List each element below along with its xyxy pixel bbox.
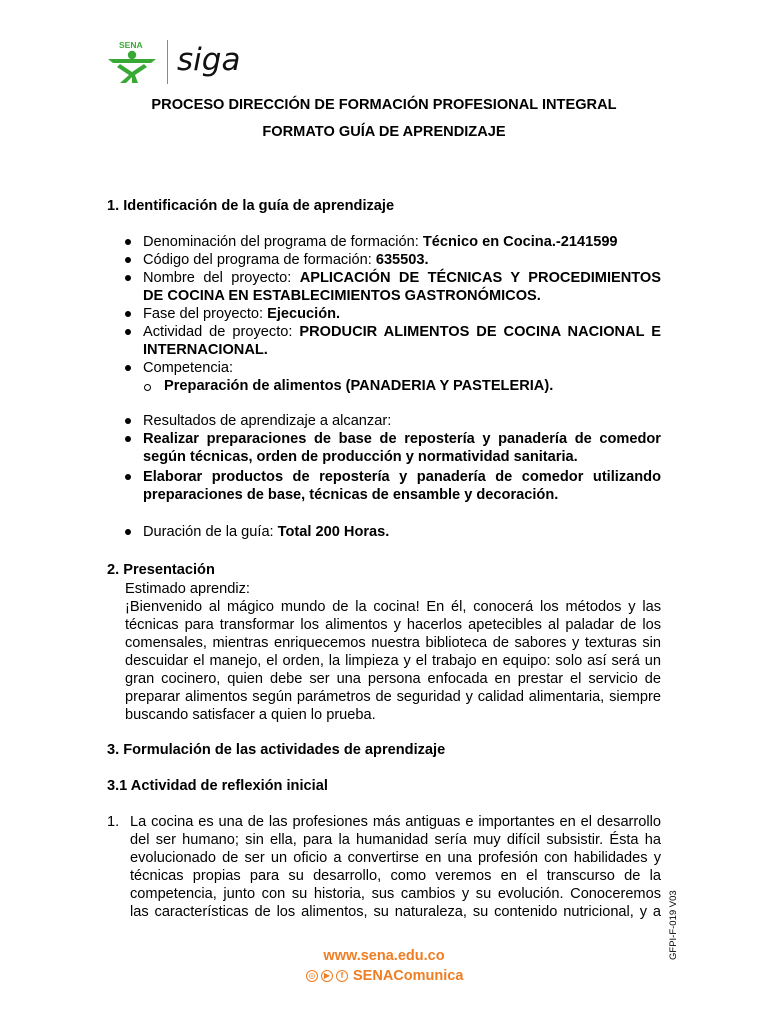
actividad-label: Actividad de proyecto: bbox=[143, 324, 300, 340]
fase-label: Fase del proyecto: bbox=[143, 306, 268, 322]
youtube-icon[interactable]: ▶ bbox=[321, 970, 333, 982]
logo-divider bbox=[167, 40, 168, 84]
document-subtitle: FORMATO GUÍA DE APRENDIZAJE bbox=[262, 124, 506, 140]
document-title: PROCESO DIRECCIÓN DE FORMACIÓN PROFESIONAL INTEGRAL bbox=[151, 97, 617, 113]
bullet bbox=[125, 418, 131, 424]
denominacion-value: Técnico en Cocina.-2141599 bbox=[422, 234, 618, 250]
reflexion-line: competencia, junto con su historia, sus cambios y su evolución. Conoceremos bbox=[130, 886, 661, 902]
sena-logo bbox=[104, 38, 160, 84]
bullet bbox=[125, 329, 131, 335]
resultado2-line2: preparaciones de base, técnicas de ensamble y decoración. bbox=[143, 487, 559, 503]
siga-logo bbox=[176, 40, 254, 82]
footer-url[interactable]: www.sena.edu.co bbox=[323, 948, 445, 964]
svg-text:siga: siga bbox=[177, 42, 241, 78]
document-code: GFPI-F-019 V03 bbox=[668, 890, 679, 960]
bullet bbox=[125, 239, 131, 245]
section3-1-heading: 3.1 Actividad de reflexión inicial bbox=[107, 778, 328, 794]
actividad-value-line1: PRODUCIR ALIMENTOS DE COCINA NACIONAL E bbox=[299, 324, 661, 340]
codigo-item bbox=[143, 251, 429, 269]
competencia-label: Competencia: bbox=[143, 360, 234, 376]
facebook-icon[interactable]: f bbox=[336, 970, 348, 982]
codigo-label: Código del programa de formación: bbox=[143, 252, 376, 268]
resultados-label: Resultados de aprendizaje a alcanzar: bbox=[143, 413, 392, 429]
actividad-item bbox=[143, 323, 661, 341]
presentacion-line: técnicas para transformar los alimentos y hacerlos apetecibles al paladar de los bbox=[125, 617, 661, 633]
bullet bbox=[125, 474, 131, 480]
bullet bbox=[125, 257, 131, 263]
bullet bbox=[125, 311, 131, 317]
resultado1-line2: según técnicas, orden de producción y normatividad sanitaria. bbox=[143, 449, 578, 465]
duracion-value: Total 200 Horas. bbox=[277, 524, 390, 540]
social-handle[interactable]: SENAComunica bbox=[353, 968, 464, 984]
list-item-number: 1. bbox=[107, 814, 120, 830]
denominacion-item bbox=[143, 233, 618, 251]
svg-text:SENA: SENA bbox=[119, 40, 143, 50]
proyecto-value-line2: DE COCINA EN ESTABLECIMIENTOS GASTRONÓMICOS. bbox=[143, 288, 541, 304]
fase-item bbox=[143, 305, 340, 323]
footer-social bbox=[306, 966, 463, 986]
reflexion-line: técnicas propias para su desarrollo, como veremos en el transcurso de la bbox=[130, 868, 661, 884]
bullet bbox=[125, 275, 131, 281]
reflexion-line: del ser humano; sin ella, para la humanidad sería muy difícil subsistir. Ésta ha bbox=[130, 832, 661, 848]
reflexion-line: La cocina es una de las profesiones más antiguas e importantes en el desarrollo bbox=[130, 814, 661, 830]
section2-heading: 2. Presentación bbox=[107, 562, 215, 578]
bullet bbox=[125, 529, 131, 535]
reflexion-line: evolucionado de ser un oficio a convertirse en una profesión con habilidades y bbox=[130, 850, 661, 866]
presentacion-line: preparar alimentos según parámetros de seguridad y calidad alimentaria, siempre bbox=[125, 689, 661, 705]
presentacion-line: gran cocinero, quien debe ser una persona enfocada en prestar el servicio de bbox=[125, 671, 661, 687]
presentacion-line: buscando satisfacer a quien lo prueba. bbox=[125, 707, 376, 723]
section1-heading: 1. Identificación de la guía de aprendizaje bbox=[107, 198, 395, 214]
presentacion-line: comensales, mientras enriquecemos nuestra biblioteca de sabores y texturas sin bbox=[125, 635, 661, 651]
fase-value: Ejecución. bbox=[267, 306, 341, 322]
proyecto-label: Nombre del proyecto: bbox=[143, 270, 300, 286]
resultado2-line1: Elaborar productos de repostería y panadería de comedor utilizando bbox=[143, 469, 661, 485]
duracion-item bbox=[143, 523, 389, 541]
section3-heading: 3. Formulación de las actividades de aprendizaje bbox=[107, 742, 446, 758]
codigo-value: 635503. bbox=[375, 252, 429, 268]
proyecto-item bbox=[143, 269, 661, 287]
bullet bbox=[125, 365, 131, 371]
presentacion-line: ¡Bienvenido al mágico mundo de la cocina! En él, conocerá los métodos y las bbox=[125, 599, 661, 615]
presentacion-greeting: Estimado aprendiz: bbox=[125, 581, 250, 597]
instagram-icon[interactable]: ◎ bbox=[306, 970, 318, 982]
reflexion-line: las características de los alimentos, su naturaleza, su contenido nutricional, y a bbox=[130, 904, 661, 920]
proyecto-value-line1: APLICACIÓN DE TÉCNICAS Y PROCEDIMIENTOS bbox=[299, 270, 662, 286]
actividad-value-line2: INTERNACIONAL. bbox=[143, 342, 268, 358]
presentacion-line: descuidar el manejo, el orden, la limpieza y el trabajo en equipo: solo así será un bbox=[125, 653, 661, 669]
sub-bullet bbox=[144, 384, 151, 391]
duracion-label: Duración de la guía: bbox=[143, 524, 278, 540]
competencia-value: Preparación de alimentos (PANADERIA Y PASTELERIA). bbox=[164, 378, 554, 394]
denominacion-label: Denominación del programa de formación: bbox=[143, 234, 423, 250]
resultado1-line1: Realizar preparaciones de base de repostería y panadería de comedor bbox=[143, 431, 661, 447]
bullet bbox=[125, 436, 131, 442]
